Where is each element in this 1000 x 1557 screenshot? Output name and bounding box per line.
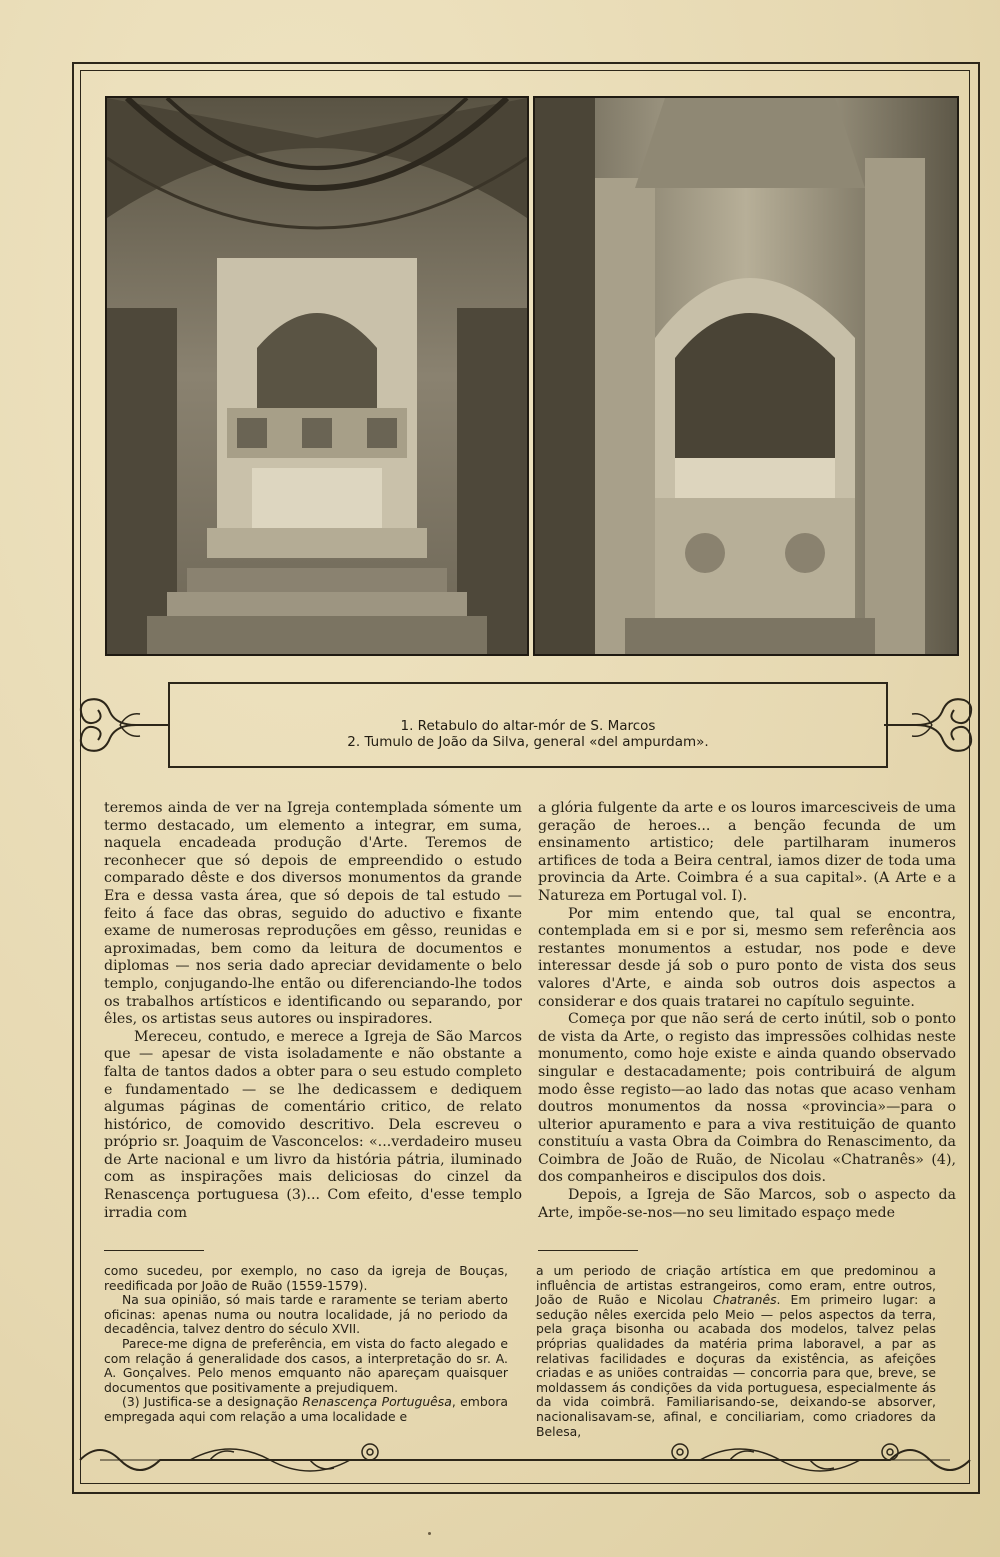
footnote-3	[104, 1395, 508, 1424]
figure-1-retable-photo	[105, 96, 529, 656]
footnotes-left	[104, 1264, 508, 1425]
footnote-cont-name: Chatranês	[712, 1292, 777, 1308]
scroll-ornament-left	[76, 682, 172, 768]
body-paragraph: Depois, a Igreja de São Marcos, sob o aspecto da Arte, impõe-se-nos—no seu limitado espaço mede	[538, 1187, 956, 1221]
footnote-text: Parece-me digna de preferência, em vista do facto alegado e com relação á generalidade dos casos, a interpretação do sr. A. A. Gonçalves. Pelo menos emquanto não apareçam quaisquer documentos que positivamente a prejudiquem.	[104, 1335, 508, 1395]
footnote-cont-rest: . Em primeiro lugar: a sedução nêles exercida pelo Meio — pelos aspectos da terra, pela graça bisonha ou acabada dos modelos, talvez pelas próprias qualidades da matéria prima laboravel, a par as relativas facilidades e doçuras da existência, as afeições criadas e as uniões contraidas — concorria para que, breve, se moldassem ás condições da vida portuguesa, especialmente ás da vida coimbrã. Familiarisando-se, deixando-se absorver, nacionalisavam-se, afinal, e conciliariam, como criadores da Belesa,	[536, 1292, 936, 1439]
body-paragraph: teremos ainda de ver na Igreja contemplada sómente um termo destacado, um elemento a integrar, em suma, naquela encadeada produção d'Arte. Teremos de reconhecer que só depois de empreendido o estudo comparado dêste e dos diversos monumentos da grande Era e dessa vasta área, que só depois de tal estudo — feito á face das obras, seguido do aductivo e fixante exame de numerosas reproduções em gêsso, reunidas e aproximadas, bem como da leitura de documentos e diplomas — nos seria dado apreciar devidamente o belo templo, conjugando-lhe então ou diferenciando-lhe todos os trabalhos artísticos e identificando ou separando, por êles, os artistas seus autores ou inspiradores.	[104, 800, 522, 1028]
figure-2-tomb-photo	[533, 96, 959, 656]
caption-line-2: 2. Tumulo de João da Silva, general «del ampurdam».	[347, 734, 709, 750]
body-paragraph: a glória fulgente da arte e os louros imarcesciveis de uma geração de heroes... a benção fecunda de um ensinamento artistico; dele partilharam inumeros artifices de toda a Beira central, iamos dizer de toda uma provincia da Arte. Coimbra é a sua capital». (A Arte e a Natureza em Portugal vol. I).	[538, 800, 956, 904]
footnote-separator-right	[538, 1250, 638, 1251]
figure-caption-box	[168, 682, 888, 768]
body-column-left	[104, 800, 522, 1222]
body-paragraph: Por mim entendo que, tal qual se encontra, contemplada em si e por si, mesmo sem referência aos restantes monumentos a estudar, nos pode e deve interessar desde já sob o puro ponto de vista dos seus valores d'Arte, e ainda sob outros dois aspectos a considerar e dos quais tratarei no capítulo seguinte.	[538, 905, 956, 1010]
footnotes-right	[536, 1264, 936, 1439]
body-paragraph: Começa por que não será de certo inútil, sob o ponto de vista da Arte, o registo das impressões colhidas neste monumento, como hoje existe e ainda quando observado singular e destacadamente; pois contribuirá de algum modo êsse registo—ao lado das notas que acaso venham doutros monumentos da nossa «provincia»—para o ulterior apuramento e para a viva restituição de quanto constituíu a vasta Obra da Coimbra do Renascimento, da Coimbra de João de Ruão, de Nicolau «Chatranês» (4), dos companheiros e discipulos dos dois.	[538, 1011, 956, 1186]
footnote-text: como sucedeu, por exemplo, no caso da igreja de Bouças, reedificada por João de Ruão (1559-1579).	[104, 1263, 508, 1293]
footnote-3-term: Renascença Portuguêsa	[302, 1394, 452, 1410]
bottom-floral-ornament	[70, 1430, 980, 1490]
body-column-right	[538, 800, 956, 1222]
footnote-separator-left	[104, 1250, 204, 1251]
footnote-text: Na sua opinião, só mais tarde e raramente se teriam aberto oficinas: apenas numa ou noutra localidade, já no periodo da decadência, talvez dentro do século XVII.	[104, 1292, 508, 1337]
footnote-3-rest: , embora empregada aqui com relação a uma localidade e	[104, 1394, 509, 1424]
caption-line-1: 1. Retabulo do altar-mór de S. Marcos	[400, 718, 656, 734]
footnote-3-lead: (3) Justifica-se a designação	[122, 1394, 298, 1410]
scroll-ornament-right	[880, 682, 976, 768]
footnote-cont-lead: a um periodo de criação artística em que predominou a influência de artistas estrangeiros, como eram, entre outros, João de Ruão e Nicolau	[536, 1263, 936, 1308]
body-paragraph: Mereceu, contudo, e merece a Igreja de São Marcos que — apesar de vista isoladamente e não obstante a falta de tantos dados a obter para o seu estudo completo e fundamentado — se lhe dedicassem e dediquem algumas páginas de comentário critico, de relato histórico, de comovido descritivo. Dela escreveu o próprio sr. Joaquim de Vasconcelos: «...verdadeiro museu de Arte nacional e um livro da história pátria, iluminado com as inspirações mais deliciosas do cinzel da Renascença portuguesa (3)... Com efeito, d'esse templo irradia com	[104, 1028, 522, 1221]
paper-speck	[428, 1532, 431, 1535]
